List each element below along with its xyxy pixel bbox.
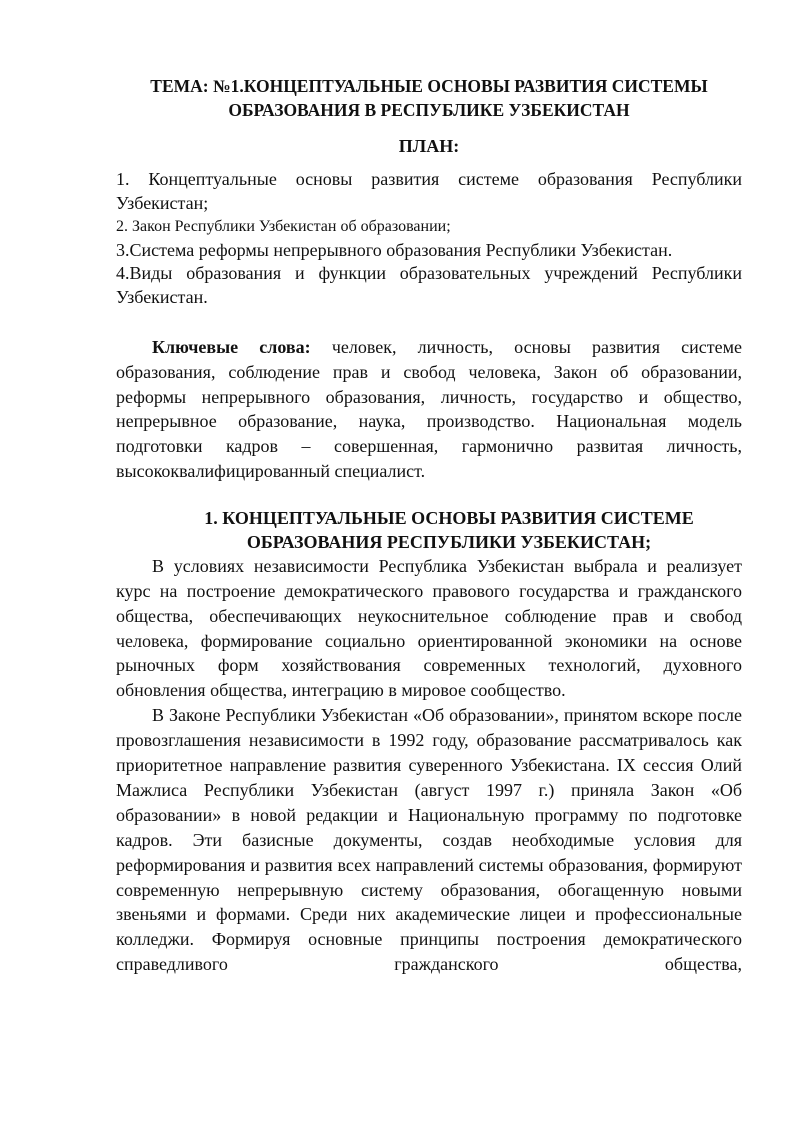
plan-heading: ПЛАН: — [398, 136, 460, 156]
plan-item: 1. Концептуальные основы развития системе образования Республики Узбекистан; — [116, 169, 742, 213]
document-title — [116, 74, 742, 122]
body-paragraph-1: В условиях независимости Республика Узбекистан выбрала и реализует курс на построение демократического правового государства и гражданского общества, обеспечивающих неукоснительное соблюдение прав и свобод человека, формирование социально ориентированной экономики на основе рыночных форм хозяйствования современных технологий, духовного обновления общества, интеграцию в мировое сообщество. — [116, 555, 742, 701]
title-line-1: ТЕМА: №1.КОНЦЕПТУАЛЬНЫЕ ОСНОВЫ РАЗВИТИЯ СИСТЕМЫ — [150, 76, 708, 96]
title-line-2: ОБРАЗОВАНИЯ В РЕСПУБЛИКЕ УЗБЕКИСТАН — [228, 100, 630, 120]
plan-item: 4.Виды образования и функции образовательных учреждений Республики Узбекистан. — [116, 263, 742, 307]
keywords-label: Ключевые слова: — [152, 337, 311, 357]
document-page — [116, 74, 742, 977]
keywords-paragraph — [116, 335, 742, 484]
section-heading — [116, 506, 742, 554]
section-heading-line-1: 1. КОНЦЕПТУАЛЬНЫЕ ОСНОВЫ РАЗВИТИЯ СИСТЕМЕ — [204, 507, 694, 528]
plan-item: 3.Система реформы непрерывного образования Республики Узбекистан. — [116, 239, 673, 260]
plan-list — [116, 168, 742, 309]
keywords-text: человек, личность, основы развития системе образования, соблюдение прав и свобод человека, Закон об образовании, реформы непрерывного образования, личность, государство и общество, непрерывное образование, наука, производство. Национальная модель подготовки кадров – совершенная, гармонично развитая личность, высококвалифицированный специалист. — [116, 337, 742, 481]
section-heading-line-2: ОБРАЗОВАНИЯ РЕСПУБЛИКИ УЗБЕКИСТАН; — [246, 531, 652, 552]
body-paragraph-2: В Законе Республики Узбекистан «Об образовании», принятом вскоре после провозглашения независимости в 1992 году, образование рассматривалось как приоритетное направление развития суверенного Узбекистана. IX сессия Олий Мажлиса Республики Узбекистан (август 1997 г.) приняла Закон «Об образовании» в новой редакции и Национальную программу по подготовке кадров. Эти базисные документы, создав необходимые условия для реформирования и развития всех направлений системы образования, формируют современную непрерывную систему образования, обогащенную новыми звеньями и формами. Среди них академические лицеи и профессиональные колледжи. Формируя основные принципы построения демократического справедливого гражданского общества, — [116, 705, 742, 975]
plan-item: 2. Закон Республики Узбекистан об образовании; — [116, 218, 451, 235]
